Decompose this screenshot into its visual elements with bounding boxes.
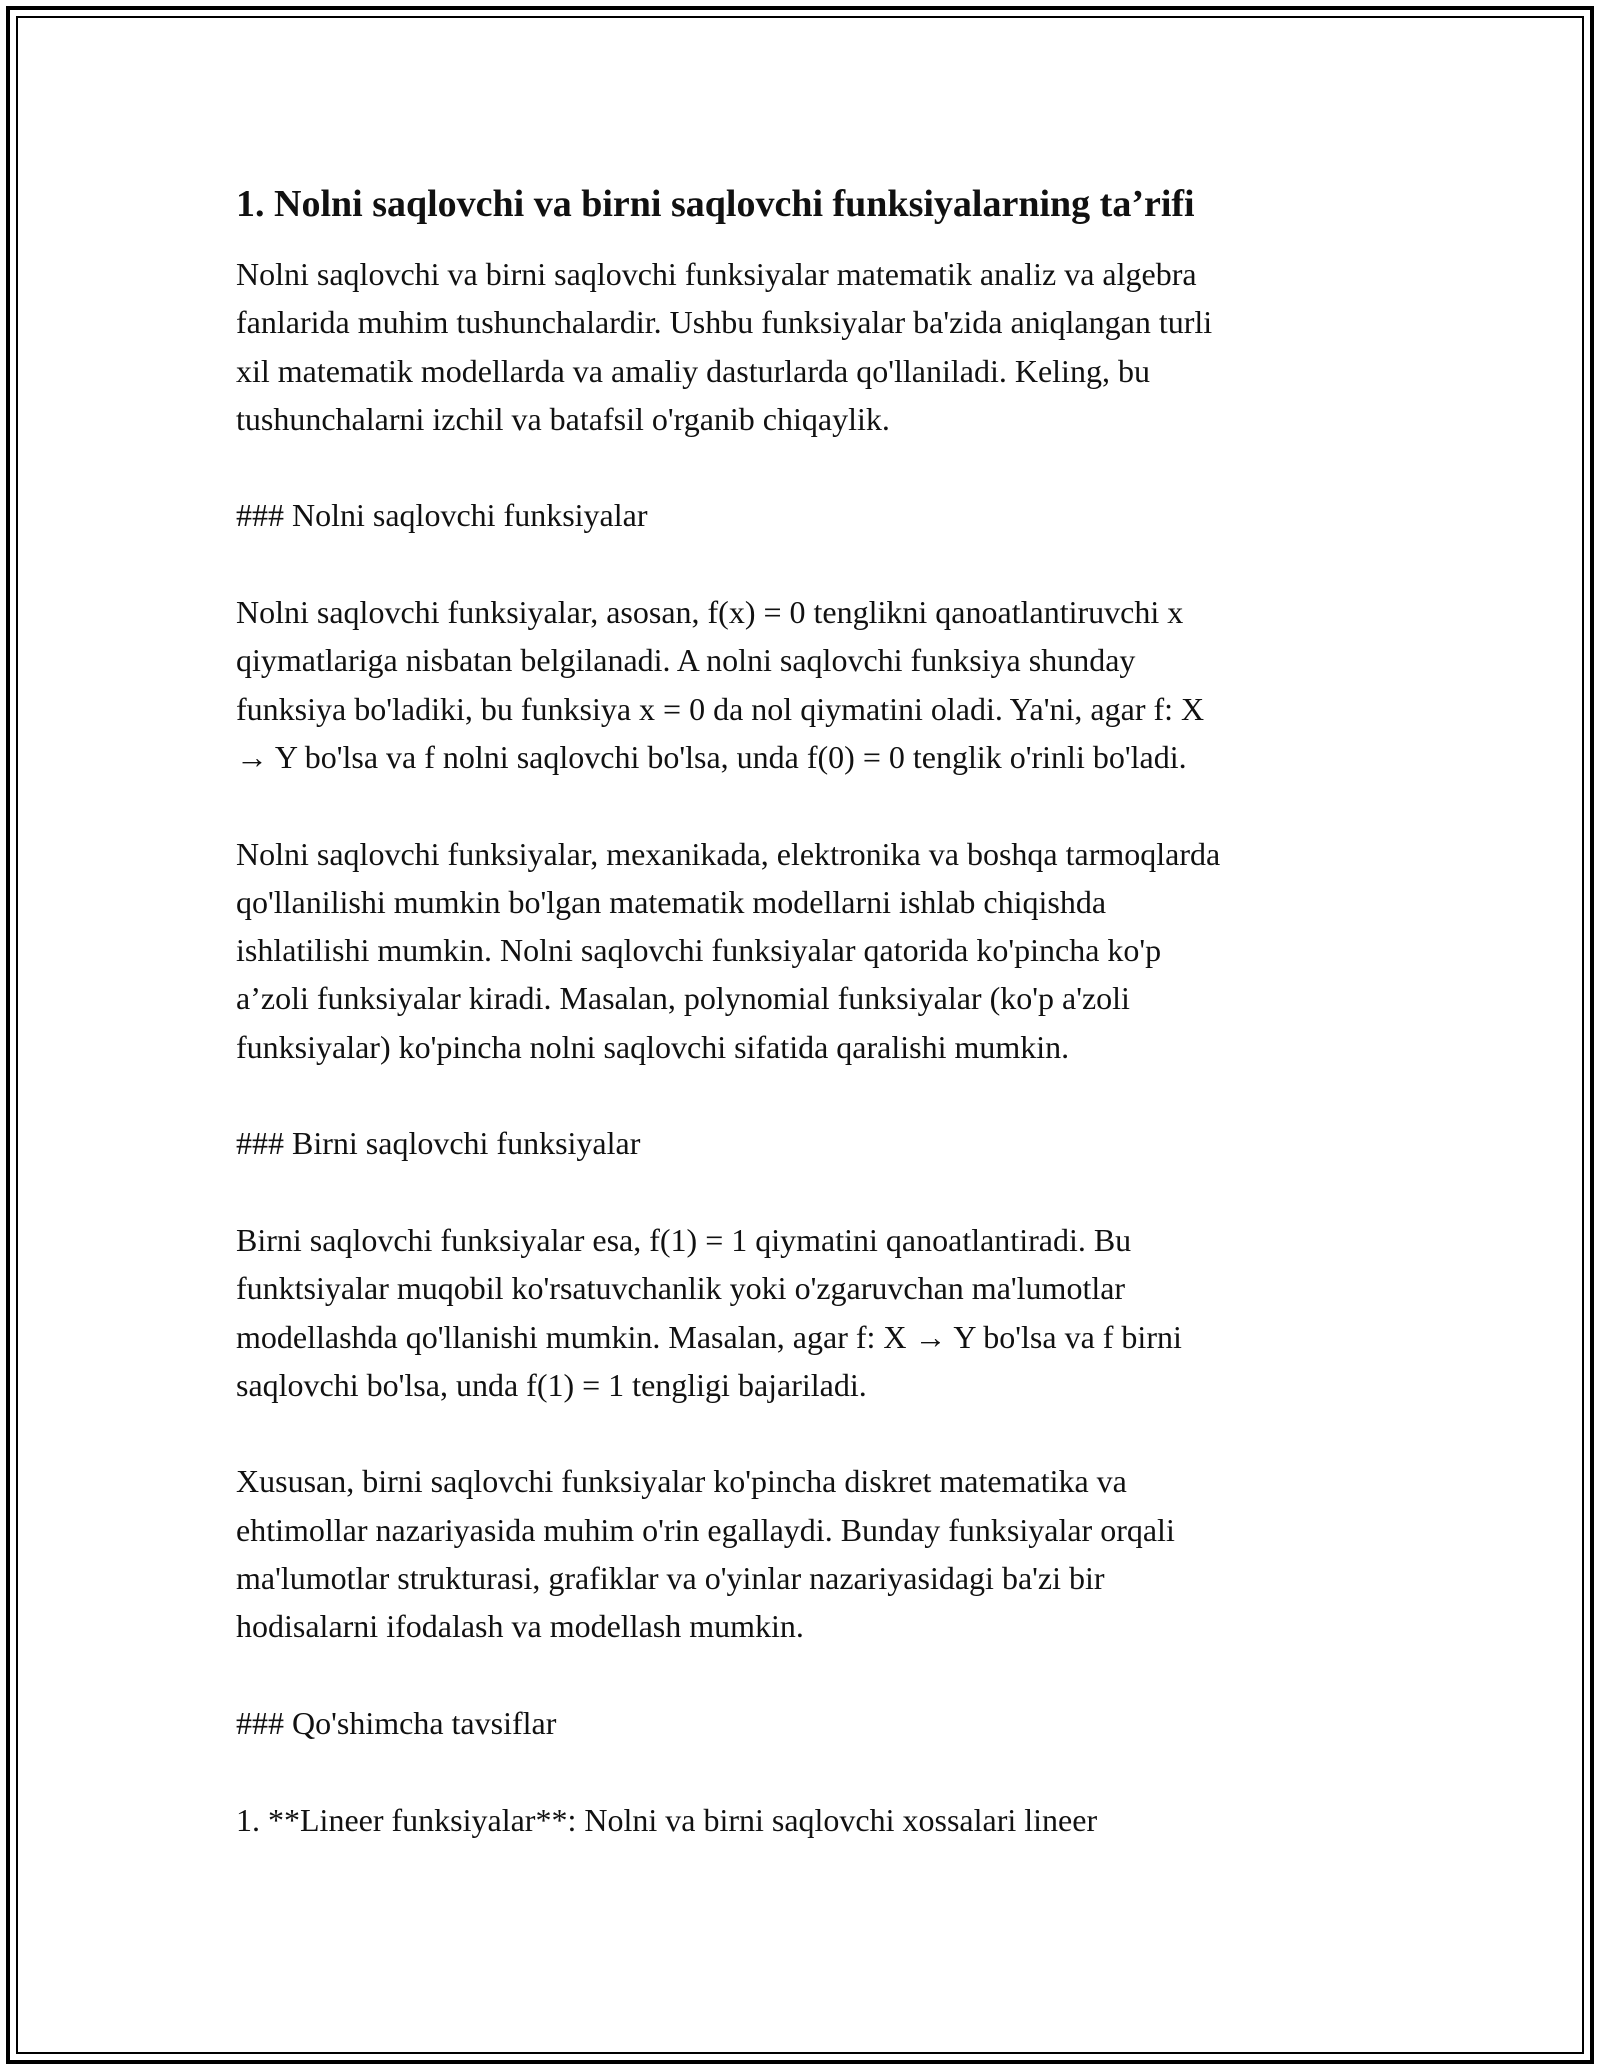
paragraph [236,830,1386,1071]
paragraph [236,1796,1386,1844]
section-heading [236,1699,1386,1747]
paragraph-gap [236,1409,1386,1457]
text-line: Nolni saqlovchi va birni saqlovchi funksiyalar matematik analiz va algebra [236,256,1197,292]
text-line: a’zoli funksiyalar kiradi. Masalan, polynomial funksiyalar (ko'p a'zoli [236,980,1130,1017]
text-line: qo'llanilishi mumkin bo'lgan matematik modellarni ishlab chiqishda [236,883,1107,920]
text-line: xil matematik modellarda va amaliy dasturlarda qo'llaniladi. Keling, bu [236,352,1150,389]
document-blocks [236,250,1386,1844]
text-line: funksiya bo'ladiki, bu funksiya x = 0 da nol qiymatini oladi. Ya'ni, agar f: X [236,690,1205,727]
paragraph [236,1216,1386,1409]
paragraph [236,250,1386,443]
text-line: 1. **Lineer funksiyalar**: Nolni va birni saqlovchi xossalari lineer [236,1801,1098,1838]
section-heading [236,491,1386,539]
document-body [236,180,1386,1844]
text-line: ### Qo'shimcha tavsiflar [236,1704,557,1741]
paragraph [236,1457,1386,1650]
text-line: ma'lumotlar strukturasi, grafiklar va o'yinlar nazariyasidagi ba'zi bir [236,1560,1105,1597]
text-line: qiymatlariga nisbatan belgilanadi. A nolni saqlovchi funksiya shunday [236,642,1136,679]
document-title: 1. Nolni saqlovchi va birni saqlovchi funksiyalarning ta’rifi [236,183,1195,225]
section-heading [236,1119,1386,1167]
paragraph-gap [236,540,1386,588]
text-line: ishlatilishi mumkin. Nolni saqlovchi funksiyalar qatorida ko'pincha ko'p [236,932,1162,969]
paragraph-gap [236,1747,1386,1795]
text-line: tushunchalarni izchil va batafsil o'rganib chiqaylik. [236,400,890,437]
text-line: Nolni saqlovchi funksiyalar, mexanikada, elektronika va boshqa tarmoqlarda [236,835,1221,872]
text-line: saqlovchi bo'lsa, unda f(1) = 1 tengligi bajariladi. [236,1366,867,1403]
paragraph-gap [236,1651,1386,1699]
text-line: ### Birni saqlovchi funksiyalar [236,1125,641,1162]
text-line: funktsiyalar muqobil ko'rsatuvchanlik yoki o'zgaruvchan ma'lumotlar [236,1270,1126,1307]
text-line: Nolni saqlovchi funksiyalar, asosan, f(x) = 0 tenglikni qanoatlantiruvchi x [236,594,1184,631]
paragraph-gap [236,1168,1386,1216]
text-line: ehtimollar nazariyasida muhim o'rin egallaydi. Bunday funksiyalar orqali [236,1511,1175,1548]
text-line: funksiyalar) ko'pincha nolni saqlovchi sifatida qaralishi mumkin. [236,1028,1070,1065]
paragraph [236,588,1386,781]
text-line: ### Nolni saqlovchi funksiyalar [236,497,648,534]
text-line: hodisalarni ifodalash va modellash mumkin. [236,1608,804,1645]
text-line: Birni saqlovchi funksiyalar esa, f(1) = 1 qiymatini qanoatlantiradi. Bu [236,1221,1132,1258]
paragraph-gap [236,443,1386,491]
text-line: fanlarida muhim tushunchalardir. Ushbu funksiyalar ba'zida aniqlangan turli [236,304,1213,341]
text-line: Xususan, birni saqlovchi funksiyalar ko'pincha diskret matematika va [236,1463,1127,1500]
text-line: → Y bo'lsa va f nolni saqlovchi bo'lsa, unda f(0) = 0 tenglik o'rinli bo'ladi. [236,738,1187,775]
paragraph-gap [236,1071,1386,1119]
text-line: modellashda qo'llanishi mumkin. Masalan, agar f: X → Y bo'lsa va f birni [236,1318,1182,1355]
paragraph-gap [236,781,1386,829]
